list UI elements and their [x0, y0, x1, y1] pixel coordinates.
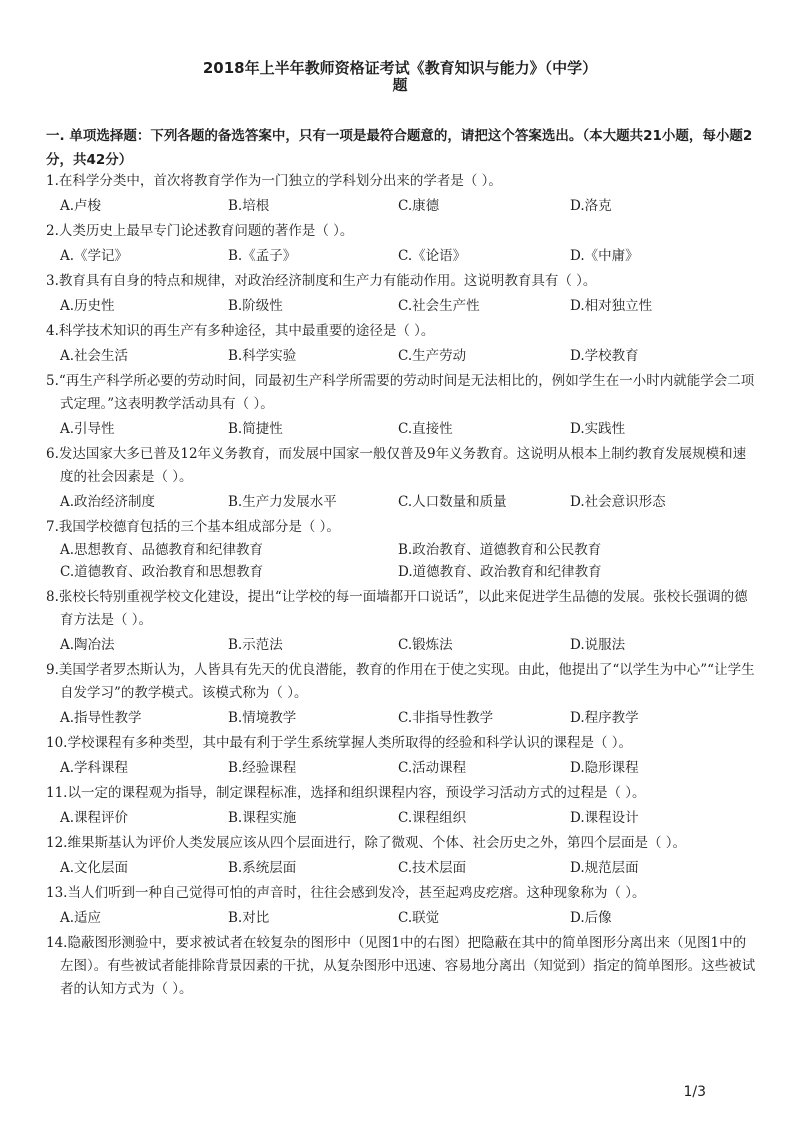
option-c[interactable]: C.非指导性教学 [398, 710, 494, 726]
option-row [46, 855, 758, 882]
question-item [46, 443, 758, 516]
question-stem: 13.当人们听到一种自己觉得可怕的声音时，往往会感到发冷，甚至起鸡皮疙瘩。这种现象称为（ ）。 [46, 885, 646, 901]
option-c[interactable]: C.道德教育、政治教育和思想教育 [60, 564, 264, 580]
question-item [46, 586, 758, 659]
option-d[interactable]: D.《中庸》 [570, 248, 639, 264]
option-c[interactable]: C.生产劳动 [398, 348, 467, 364]
question-item [46, 832, 758, 882]
question-item [46, 732, 758, 782]
option-b[interactable]: B.《孟子》 [228, 248, 297, 264]
question-stem: 12.维果斯基认为评价人类发展应该从四个层面进行，除了微观、个体、社会历史之外，第四个层面是（ ）。 [46, 835, 687, 851]
option-row [46, 539, 758, 561]
question-item [46, 516, 758, 586]
question-item [46, 659, 758, 732]
exam-title [0, 60, 800, 94]
option-b[interactable]: B.课程实施 [228, 810, 297, 826]
option-b[interactable]: B.培根 [228, 198, 270, 214]
option-d[interactable]: D.学校教育 [570, 348, 639, 364]
question-stem: 14.隐蔽图形测验中，要求被试者在较复杂的图形中（见图1中的右图）把隐蔽在其中的简单图形分离出来（见图1中的左图）。有些被试者能排除背景因素的干扰，从复杂图形中迅速、容易地分离出（知觉到）指定的简单图形。这些被试者的认知方式为（ ）。 [46, 935, 756, 997]
question-item [46, 932, 758, 1001]
option-a[interactable]: A.引导性 [60, 421, 115, 437]
option-d[interactable]: D.实践性 [570, 421, 626, 437]
option-row [46, 561, 758, 583]
option-row [46, 489, 758, 516]
option-b[interactable]: B.系统层面 [228, 860, 297, 876]
question-item [46, 882, 758, 932]
option-b[interactable]: B.科学实验 [228, 348, 297, 364]
title-line-2: 题 [392, 76, 408, 94]
option-c[interactable]: C.直接性 [398, 421, 453, 437]
option-a[interactable]: A.社会生活 [60, 348, 129, 364]
option-a[interactable]: A.《学记》 [60, 248, 129, 264]
option-c[interactable]: C.联觉 [398, 910, 440, 926]
question-stem: 1.在科学分类中，首次将教育学作为一门独立的学科划分出来的学者是（ ）。 [46, 173, 502, 189]
option-c[interactable]: C.技术层面 [398, 860, 467, 876]
option-b[interactable]: B.对比 [228, 910, 270, 926]
option-b[interactable]: B.阶级性 [228, 298, 283, 314]
question-item [46, 170, 758, 220]
option-c[interactable]: C.社会生产性 [398, 298, 480, 314]
question-stem: 6.发达国家大多已普及12年义务教育，而发展中国家一般仅普及9年义务教育。这说明从根本上制约教育发展规模和速度的社会因素是（ ）。 [46, 446, 747, 485]
option-row [46, 243, 758, 270]
option-a[interactable]: A.指导性教学 [60, 710, 142, 726]
option-b[interactable]: B.经验课程 [228, 760, 297, 776]
page-number: 1/3 [683, 1084, 706, 1100]
question-stem: 9.美国学者罗杰斯认为，人皆具有先天的优良潜能，教育的作用在于使之实现。由此，他提出了“以学生为中心”“让学生自发学习”的教学模式。该模式称为（ ）。 [46, 662, 755, 701]
option-b[interactable]: B.政治教育、道德教育和公民教育 [398, 542, 602, 558]
option-b[interactable]: B.简捷性 [228, 421, 283, 437]
option-row [46, 343, 758, 370]
option-d[interactable]: D.洛克 [570, 198, 612, 214]
question-item [46, 370, 758, 443]
option-row [46, 805, 758, 832]
question-stem: 4.科学技术知识的再生产有多种途径，其中最重要的途径是（ ）。 [46, 323, 435, 339]
option-b[interactable]: B.示范法 [228, 637, 283, 653]
option-c[interactable]: C.《论语》 [398, 248, 467, 264]
option-c[interactable]: C.人口数量和质量 [398, 494, 507, 510]
option-d[interactable]: D.相对独立性 [570, 298, 653, 314]
option-a[interactable]: A.历史性 [60, 298, 115, 314]
question-item [46, 220, 758, 270]
option-a[interactable]: A.陶冶法 [60, 637, 115, 653]
option-c[interactable]: C.锻炼法 [398, 637, 453, 653]
question-stem: 5.“再生产科学所必要的劳动时间，同最初生产科学所需要的劳动时间是无法相比的，例如学生在一小时内就能学会二项式定理。”这表明教学活动具有（ ）。 [46, 373, 755, 412]
title-line-1: 2018年上半年教师资格证考试《教育知识与能力》（中学） [202, 59, 598, 77]
option-d[interactable]: D.程序教学 [570, 710, 639, 726]
option-row [46, 755, 758, 782]
question-stem: 8.张校长特别重视学校文化建设，提出“让学校的每一面墙都开口说话”，以此来促进学生品德的发展。张校长强调的德育方法是（ ）。 [46, 589, 748, 628]
option-a[interactable]: A.学科课程 [60, 760, 129, 776]
option-d[interactable]: D.道德教育、政治教育和纪律教育 [398, 564, 602, 580]
option-a[interactable]: A.适应 [60, 910, 102, 926]
question-list [46, 170, 758, 1001]
option-b[interactable]: B.情境教学 [228, 710, 297, 726]
option-row [46, 193, 758, 220]
option-a[interactable]: A.政治经济制度 [60, 494, 156, 510]
option-row [46, 416, 758, 443]
option-d[interactable]: D.后像 [570, 910, 612, 926]
option-a[interactable]: A.课程评价 [60, 810, 129, 826]
option-d[interactable]: D.社会意识形态 [570, 494, 666, 510]
option-d[interactable]: D.规范层面 [570, 860, 639, 876]
question-stem: 7.我国学校德育包括的三个基本组成部分是（ ）。 [46, 519, 340, 535]
option-b[interactable]: B.生产力发展水平 [228, 494, 337, 510]
option-c[interactable]: C.康德 [398, 198, 440, 214]
question-stem: 10.学校课程有多种类型，其中最有利于学生系统掌握人类所取得的经验和科学认识的课程是（ ）。 [46, 735, 633, 751]
question-stem: 11.以一定的课程观为指导，制定课程标准，选择和组织课程内容，预设学习活动方式的过程是（ ）。 [46, 785, 646, 801]
question-item [46, 270, 758, 320]
option-a[interactable]: A.思想教育、品德教育和纪律教育 [60, 542, 264, 558]
option-c[interactable]: C.课程组织 [398, 810, 467, 826]
section-heading: 一. 单项选择题：下列各题的备选答案中，只有一项是最符合题意的，请把这个答案选出。（本大题共21小题，每小题2分，共42分） [46, 128, 753, 168]
option-a[interactable]: A.卢梭 [60, 198, 102, 214]
question-item [46, 782, 758, 832]
option-d[interactable]: D.说服法 [570, 637, 626, 653]
option-row [46, 293, 758, 320]
option-row [46, 632, 758, 659]
option-a[interactable]: A.文化层面 [60, 860, 129, 876]
option-row [46, 705, 758, 732]
option-row [46, 905, 758, 932]
option-d[interactable]: D.隐形课程 [570, 760, 639, 776]
question-stem: 2.人类历史上最早专门论述教育问题的著作是（ ）。 [46, 223, 354, 239]
question-item [46, 320, 758, 370]
option-c[interactable]: C.活动课程 [398, 760, 467, 776]
question-stem: 3.教育具有自身的特点和规律，对政治经济制度和生产力有能动作用。这说明教育具有（ ）。 [46, 273, 597, 289]
option-d[interactable]: D.课程设计 [570, 810, 639, 826]
